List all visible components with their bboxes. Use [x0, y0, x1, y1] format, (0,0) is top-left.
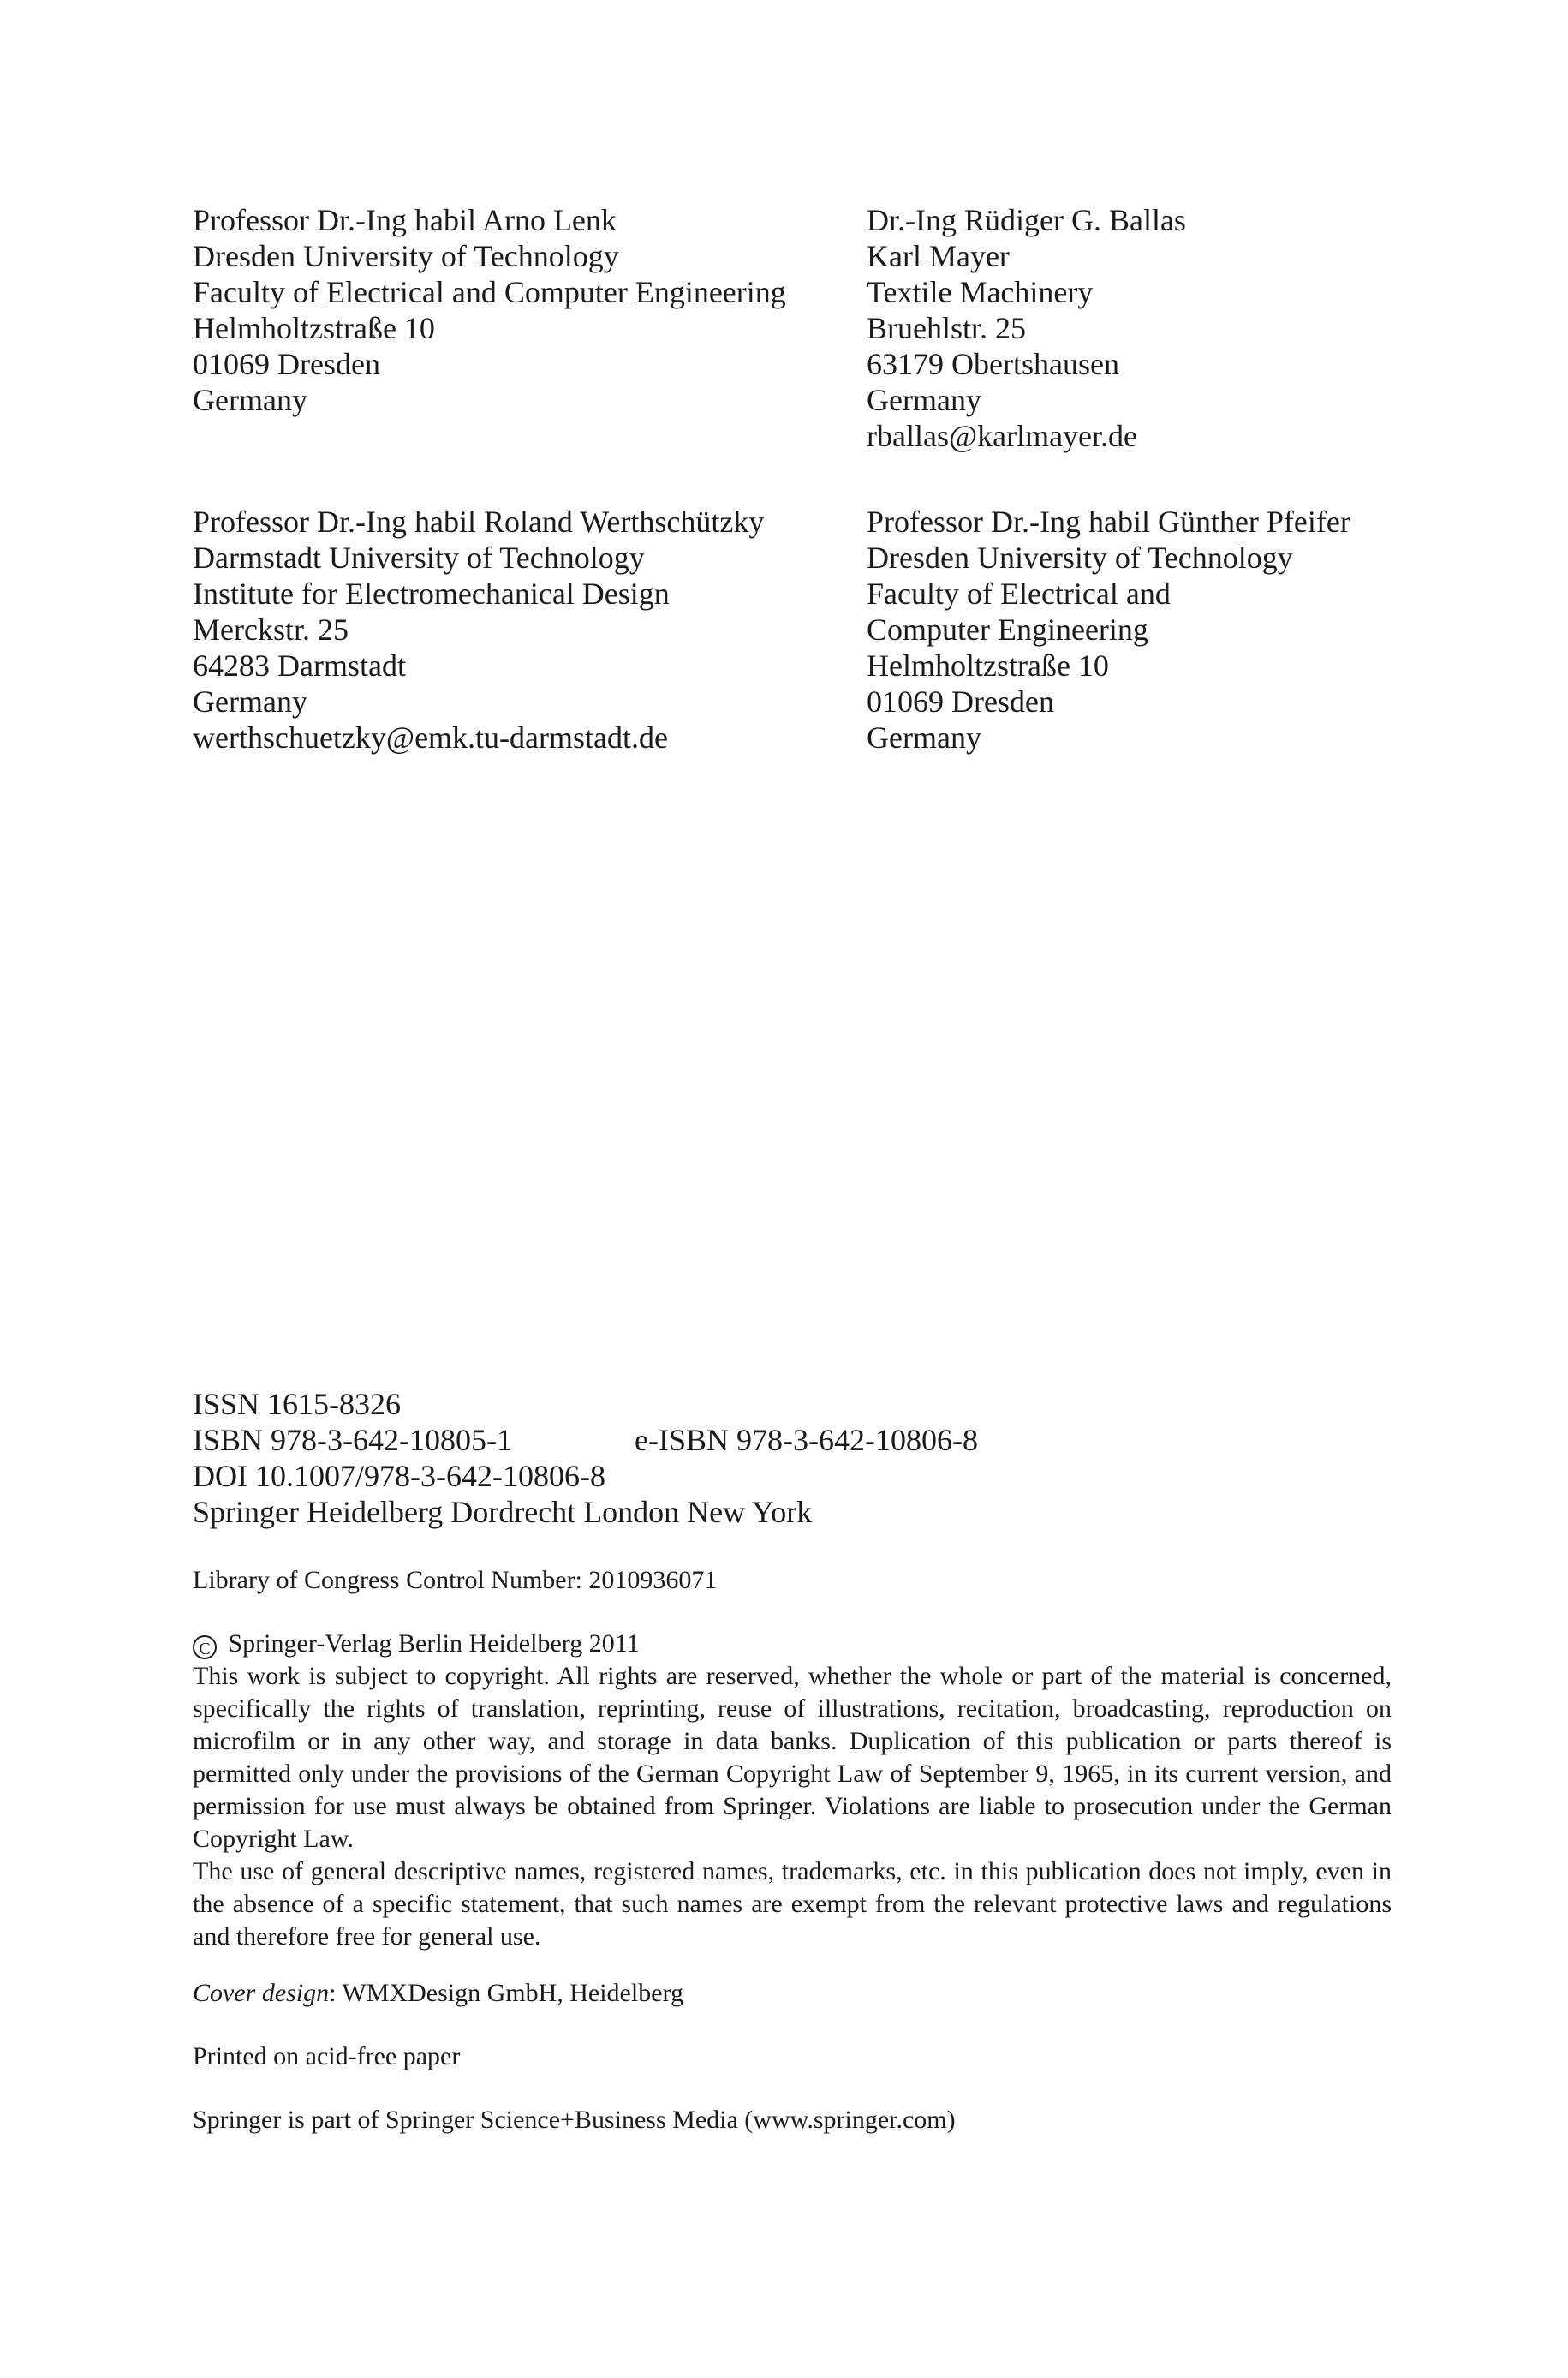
- copyright-holder: Springer-Verlag Berlin Heidelberg 2011: [228, 1629, 640, 1658]
- author-address-werthschuetzky: [193, 504, 764, 756]
- author-name: Professor Dr.-Ing habil Günther Pfeifer: [867, 505, 1350, 539]
- paper-note: [193, 2040, 1392, 2073]
- copyright-icon: C: [193, 1635, 217, 1659]
- author-city: 64283 Darmstadt: [193, 648, 406, 683]
- loc-text: Library of Congress Control Number: 2010936071: [193, 1566, 718, 1594]
- author-institution: Darmstadt University of Technology: [193, 541, 645, 575]
- author-address-pfeifer: [867, 504, 1350, 756]
- copyright-paragraph: This work is subject to copyright. All rights are reserved, whether the whole or part of the material is concerned, specifically the rights of translation, reprinting, reuse of illustrations, recitation, broadcasting, reproduction on microfilm or in any other way, and storage in data banks. Duplication of this publication or parts thereof is permitted only under the provisions of the German Copyright Law of September 9, 1965, in its current version, and permission for use must always be obtained from Springer. Violations are liable to prosecution under the German Copyright Law.: [193, 1662, 1392, 1853]
- author-street: Bruehlstr. 25: [867, 311, 1026, 345]
- copyright-notice: [193, 1628, 1392, 1953]
- loc-control-number: [193, 1564, 1392, 1597]
- author-department: Institute for Electromechanical Design: [193, 577, 670, 611]
- springer-note-text[interactable]: Springer is part of Springer Science+Business Media (www.springer.com): [193, 2106, 956, 2134]
- copyright-heading: [193, 1628, 1392, 1660]
- trademark-paragraph: The use of general descriptive names, registered names, trademarks, etc. in this publication does not imply, even in the absence of a specific statement, that such names are exempt from the relevant protective laws and regulations and therefore free for general use.: [193, 1857, 1392, 1951]
- author-department-cont: Computer Engineering: [867, 612, 1148, 647]
- publication-identifiers: [193, 1386, 1392, 1530]
- author-email-link[interactable]: rballas@karlmayer.de: [867, 419, 1138, 453]
- author-country: Germany: [867, 383, 981, 417]
- author-street: Helmholtzstraße 10: [193, 311, 435, 345]
- author-city: 01069 Dresden: [193, 347, 380, 381]
- author-street: Merckstr. 25: [193, 612, 349, 647]
- author-department: Faculty of Electrical and Computer Engineering: [193, 275, 786, 309]
- doi-link[interactable]: DOI 10.1007/978-3-642-10806-8: [193, 1459, 605, 1493]
- author-institution: Karl Mayer: [867, 239, 1010, 273]
- author-department: Textile Machinery: [867, 275, 1094, 309]
- author-street: Helmholtzstraße 10: [867, 648, 1109, 683]
- author-department: Faculty of Electrical and: [867, 577, 1171, 611]
- author-name: Dr.-Ing Rüdiger G. Ballas: [867, 203, 1186, 237]
- author-city: 63179 Obertshausen: [867, 347, 1119, 381]
- author-country: Germany: [193, 383, 307, 417]
- cover-design-label: Cover design: [193, 1979, 330, 2007]
- isbn-row: [193, 1422, 1392, 1458]
- author-email-link[interactable]: werthschuetzky@emk.tu-darmstadt.de: [193, 720, 668, 755]
- author-institution: Dresden University of Technology: [193, 239, 619, 273]
- author-country: Germany: [193, 684, 307, 719]
- cover-design-credit: [193, 1977, 1392, 2010]
- isbn: ISBN 978-3-642-10805-1: [193, 1423, 512, 1457]
- issn: ISSN 1615-8326: [193, 1387, 402, 1421]
- paper-note-text: Printed on acid-free paper: [193, 2042, 461, 2070]
- author-institution: Dresden University of Technology: [867, 541, 1293, 575]
- author-country: Germany: [867, 720, 981, 755]
- author-name: Professor Dr.-Ing habil Roland Werthschützky: [193, 505, 765, 539]
- eisbn: e-ISBN 978-3-642-10806-8: [635, 1423, 978, 1457]
- author-address-lenk: [193, 202, 786, 418]
- author-address-ballas: [867, 202, 1186, 454]
- author-city: 01069 Dresden: [867, 684, 1054, 719]
- springer-note: [193, 2104, 1392, 2136]
- publisher-places: Springer Heidelberg Dordrecht London New York: [193, 1495, 813, 1529]
- author-name: Professor Dr.-Ing habil Arno Lenk: [193, 203, 617, 237]
- cover-design-value: : WMXDesign GmbH, Heidelberg: [329, 1979, 683, 2007]
